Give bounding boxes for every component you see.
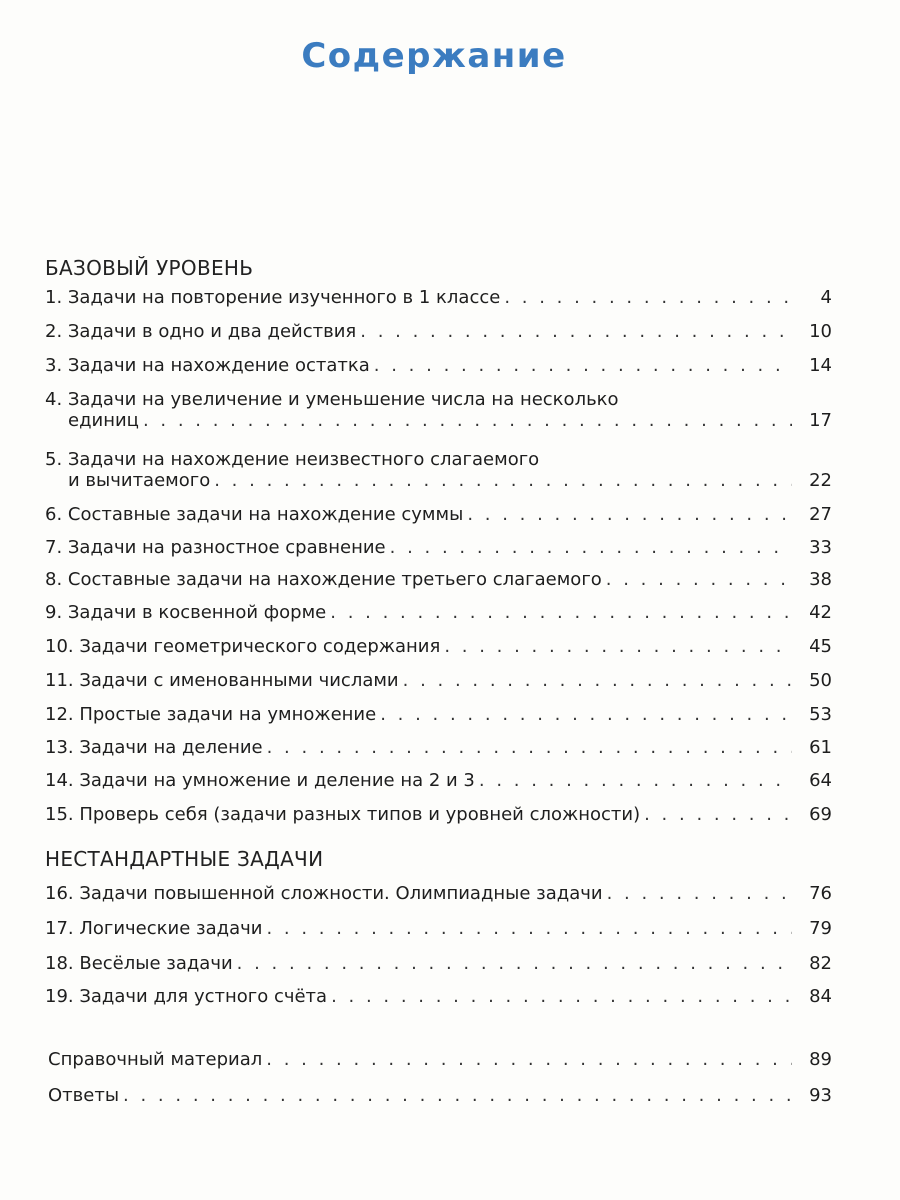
toc-entry-title: 2. Задачи в одно и два действия: [45, 321, 357, 342]
toc-entry-title: 11. Задачи с именованными числами: [45, 670, 399, 691]
toc-page-number: 50: [809, 670, 832, 691]
dot-leader: [266, 918, 792, 939]
dot-leader: [330, 602, 792, 623]
toc-entry-title: 13. Задачи на деление: [45, 737, 263, 758]
toc-page-number: 22: [809, 470, 832, 491]
toc-entry[interactable]: [45, 355, 832, 376]
toc-entry-title: и вычитаемого: [68, 470, 211, 491]
dot-leader: [467, 504, 792, 525]
toc-page-number: 4: [820, 287, 832, 308]
toc-entry[interactable]: [45, 770, 832, 791]
toc-entry-title: 8. Составные задачи на нахождение третьего слагаемого: [45, 569, 602, 590]
toc-entry[interactable]: [45, 504, 832, 525]
toc-page-number: 82: [809, 953, 832, 974]
toc-page-number: 53: [809, 704, 832, 725]
dot-leader: [266, 1049, 792, 1070]
toc-entry[interactable]: [45, 804, 832, 825]
toc-entry-title: 16. Задачи повышенной сложности. Олимпиадные задачи: [45, 883, 603, 904]
toc-page-number: 33: [809, 537, 832, 558]
toc-page-number: 27: [809, 504, 832, 525]
dot-leader: [214, 470, 792, 491]
dot-leader: [479, 770, 792, 791]
toc-entry[interactable]: [45, 321, 832, 342]
dot-leader: [331, 986, 792, 1007]
toc-entry[interactable]: [45, 537, 832, 558]
toc-entry-title: 9. Задачи в косвенной форме: [45, 602, 327, 623]
toc-entry[interactable]: [45, 670, 832, 691]
toc-entry-title: 17. Логические задачи: [45, 918, 263, 939]
toc-entry[interactable]: [48, 1085, 832, 1106]
toc-entry-title: 15. Проверь себя (задачи разных типов и уровней сложности): [45, 804, 641, 825]
toc-page-number: 84: [809, 986, 832, 1007]
toc-page-number: 79: [809, 918, 832, 939]
dot-leader: [360, 321, 792, 342]
toc-page-number: 14: [809, 355, 832, 376]
toc-page-number: 17: [809, 410, 832, 431]
toc-entry-title: единиц: [68, 410, 139, 431]
toc-page-number: 76: [809, 883, 832, 904]
section-heading: БАЗОВЫЙ УРОВЕНЬ: [45, 256, 254, 280]
dot-leader: [237, 953, 792, 974]
dot-leader: [607, 883, 792, 904]
toc-entry-title: Справочный материал: [48, 1049, 263, 1070]
toc-entry[interactable]: [45, 569, 832, 590]
dot-leader: [644, 804, 792, 825]
dot-leader: [403, 670, 792, 691]
toc-page-number: 38: [809, 569, 832, 590]
toc-entry-title: 1. Задачи на повторение изученного в 1 классе: [45, 287, 501, 308]
dot-leader: [444, 636, 792, 657]
toc-page-number: 42: [809, 602, 832, 623]
dot-leader: [504, 287, 792, 308]
toc-entry[interactable]: [45, 389, 832, 431]
toc-page-number: 10: [809, 321, 832, 342]
toc-page-number: 93: [809, 1085, 832, 1106]
dot-leader: [143, 410, 792, 431]
toc-entry-title: 6. Составные задачи на нахождение суммы: [45, 504, 464, 525]
toc-entry[interactable]: [45, 449, 832, 491]
toc-entry-title: 12. Простые задачи на умножение: [45, 704, 377, 725]
toc-entry-title: 14. Задачи на умножение и деление на 2 и 3: [45, 770, 475, 791]
toc-entry[interactable]: [45, 918, 832, 939]
toc-entry[interactable]: [45, 636, 832, 657]
dot-leader: [374, 355, 792, 376]
toc-entry[interactable]: [45, 986, 832, 1007]
toc-entry[interactable]: [45, 287, 832, 308]
dot-leader: [390, 537, 792, 558]
toc-entry[interactable]: [45, 953, 832, 974]
toc-entry-title: 19. Задачи для устного счёта: [45, 986, 328, 1007]
dot-leader: [123, 1085, 792, 1106]
page-title: Содержание: [301, 36, 567, 76]
toc-entry-title: 3. Задачи на нахождение остатка: [45, 355, 370, 376]
toc-entry[interactable]: [45, 883, 832, 904]
toc-entry[interactable]: [48, 1049, 832, 1070]
dot-leader: [606, 569, 792, 590]
dot-leader: [267, 737, 792, 758]
toc-entry-title: Ответы: [48, 1085, 120, 1106]
toc-page-number: 45: [809, 636, 832, 657]
dot-leader: [380, 704, 792, 725]
toc-entry-title: 7. Задачи на разностное сравнение: [45, 537, 386, 558]
toc-page-number: 64: [809, 770, 832, 791]
toc-entry-title: 10. Задачи геометрического содержания: [45, 636, 441, 657]
toc-entry[interactable]: [45, 602, 832, 623]
toc-entry-title: 4. Задачи на увеличение и уменьшение числа на несколько: [45, 389, 619, 410]
toc-entry-title: 5. Задачи на нахождение неизвестного слагаемого: [45, 449, 540, 470]
toc-page-number: 61: [809, 737, 832, 758]
toc-entry-title: 18. Весёлые задачи: [45, 953, 233, 974]
section-heading: НЕСТАНДАРТНЫЕ ЗАДАЧИ: [45, 847, 324, 871]
toc-entry[interactable]: [45, 704, 832, 725]
toc-entry[interactable]: [45, 737, 832, 758]
toc-page-number: 69: [809, 804, 832, 825]
toc-page-number: 89: [809, 1049, 832, 1070]
